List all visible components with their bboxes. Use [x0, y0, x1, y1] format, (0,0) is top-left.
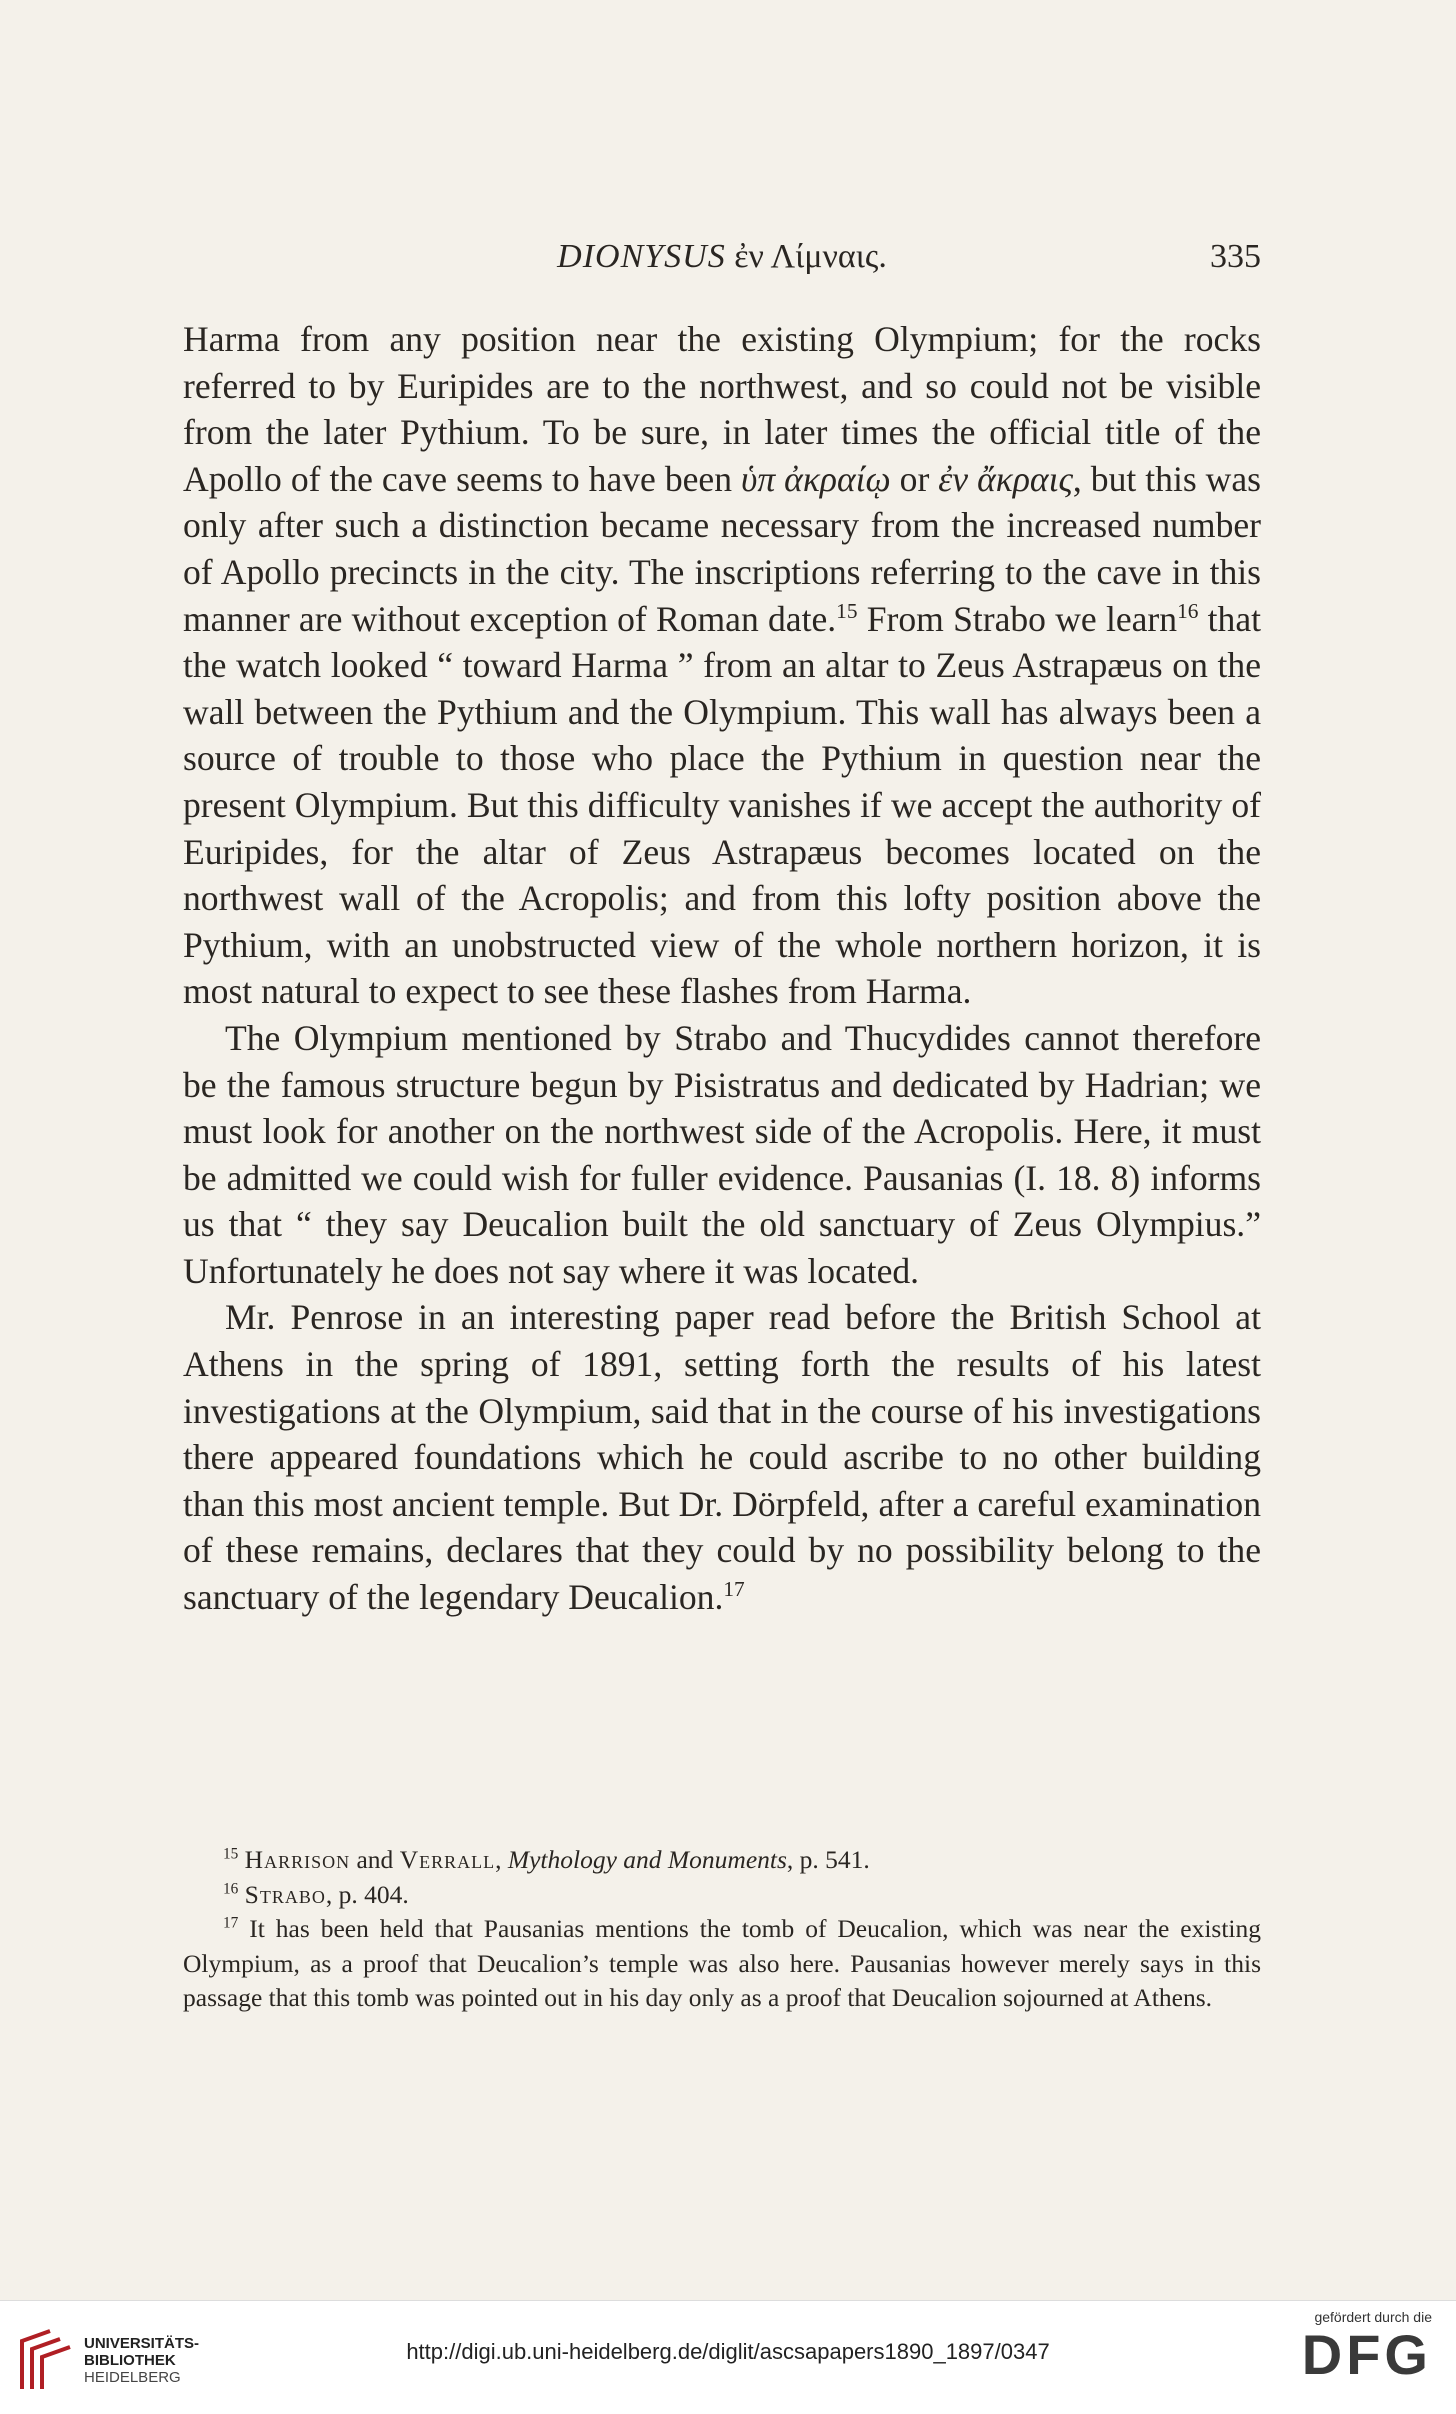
running-title	[183, 238, 1261, 276]
p1-text-d: From Strabo we learn	[857, 598, 1178, 639]
running-title-italic: DIONYSUS	[557, 238, 726, 275]
p3-text-a: Mr. Penrose in an interesting paper read before the British School at Athens in the spring of 1891, setting forth the results of his latest investigations at the Olympium, said that in the course of his investigations there appeared foundations which he could ascribe to no other building than this most ancient temple. But Dr. Dörpfeld, after a careful examination of these remains, declares that they could by no possibility belong to the sanctuary of the legendary Deucalion.	[183, 1297, 1261, 1618]
footnote-15-and: and	[350, 1845, 400, 1874]
library-line-2: BIBLIOTHEK	[84, 2352, 176, 2369]
footnote-16-author: Strabo	[244, 1879, 326, 1909]
paragraph-3	[183, 1294, 1261, 1620]
footnote-15-page: , p. 541.	[786, 1845, 870, 1874]
library-line-1: UNIVERSITÄTS-	[84, 2335, 200, 2352]
greek-phrase-2: ἐν ἄκραις	[938, 458, 1073, 499]
running-title-greek: ἐν Λίμναις.	[734, 238, 887, 275]
dfg-wordmark: DFG	[1301, 2323, 1432, 2386]
footnote-15	[183, 1843, 1261, 1878]
footnote-16-number: 16	[223, 1880, 239, 1898]
paragraph-1	[183, 316, 1261, 1015]
running-header	[183, 238, 1261, 282]
footnote-15-comma: ,	[495, 1845, 508, 1874]
footnote-ref-15[interactable]: 15	[836, 598, 858, 623]
sponsor-label: gefördert durch die	[1314, 2309, 1432, 2325]
library-line-3: HEIDELBERG	[84, 2369, 181, 2386]
footnote-17	[183, 1912, 1261, 2016]
p1-text-e: that the watch looked “ toward Harma ” from an altar to Zeus Astrapæus on the wall between the Pythium and the Olympium. This wall has always been a source of trouble to those who place the Pythium in question near the present Olympium. But this difficulty vanishes if we accept the authority of Euripides, for the altar of Zeus Astrapæus becomes located on the northwest wall of the Acropolis; and from this lofty position above the Pythium, with an unobstructed view of the whole northern horizon, it is most natural to expect to see these flashes from Harma.	[183, 598, 1262, 1012]
p1-text-a: Harma from any position near the existing Olympium; for the rocks referred to by Euripides are to the northwest, and so could not be visible from the later Pythium. To be sure, in later times the official title of the Apollo of the cave seems to have been	[183, 319, 1261, 499]
footnote-15-author-2: Verrall	[399, 1845, 496, 1874]
greek-phrase-1: ὑπ ἀκραίῳ	[741, 458, 891, 499]
page-number: 335	[1210, 238, 1261, 275]
dfg-logo[interactable]	[1282, 2309, 1432, 2385]
digitization-footer	[0, 2300, 1456, 2414]
footnote-16	[183, 1878, 1261, 1913]
footnote-17-text: It has been held that Pausanias mentions the tomb of Deucalion, which was near the existing Olympium, as a proof that Deucalion’s temple was also here. Pausanias however merely says in this passage that this tomb was pointed out in his day only as a proof that Deucalion sojourned at Athens.	[183, 1914, 1261, 2013]
footnote-ref-17[interactable]: 17	[723, 1577, 745, 1602]
paragraph-2: The Olympium mentioned by Strabo and Thucydides cannot therefore be the famous structure begun by Pisistratus and dedicated by Hadrian; we must look for another on the northwest side of the Acropolis. Here, it must be admitted we could wish for fuller evidence. Pausanias (I. 18. 8) informs us that “ they say Deucalion built the old sanctuary of Zeus Olympius.” Unfortunately he does not say where it was located.	[183, 1017, 1261, 1291]
footnotes	[183, 1843, 1261, 2016]
footnote-16-page: , p. 404.	[325, 1879, 409, 1909]
p1-text-c: , but this was only after such a distinction became necessary from the increased number of Apollo precincts in the city. The inscriptions referring to the cave in this manner are without exception of Roman date.	[183, 458, 1261, 639]
footnote-15-number: 15	[223, 1845, 239, 1863]
footnote-17-number: 17	[223, 1914, 239, 1932]
footnote-15-work: Mythology and Monuments	[507, 1845, 787, 1874]
p1-text-b: or	[890, 458, 939, 499]
footnote-ref-16[interactable]: 16	[1177, 598, 1199, 623]
body-text	[183, 316, 1261, 1621]
permalink-url[interactable]: http://digi.ub.uni-heidelberg.de/diglit/ascsapapers1890_1897/0347	[406, 2339, 1050, 2364]
footnote-15-author-1: Harrison	[244, 1845, 351, 1874]
